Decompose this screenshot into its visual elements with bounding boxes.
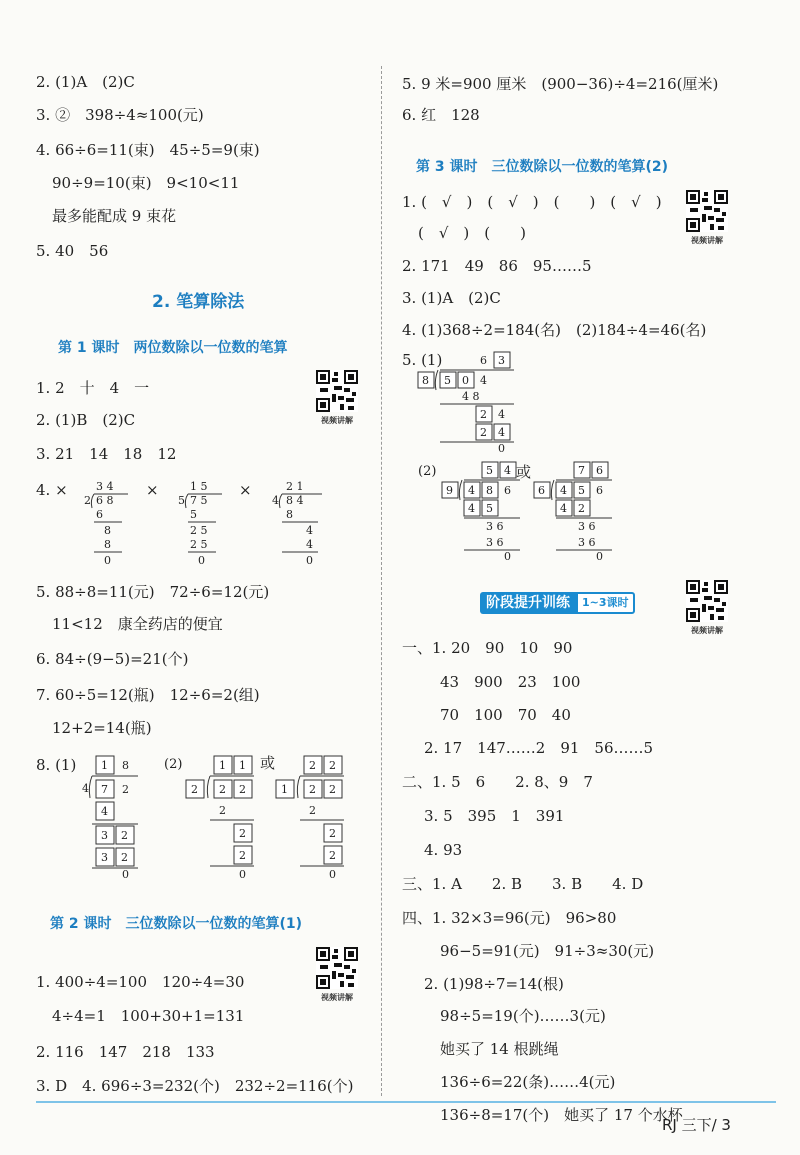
- divisor: 1: [281, 783, 288, 796]
- stage-answer-1-1: 一、1. 20 90 10 90: [402, 639, 573, 657]
- long-division-1: [82, 478, 142, 570]
- sub-label: (2): [164, 757, 183, 772]
- lesson2-answer-1: 1. 400÷4=100 120÷4=30: [36, 973, 245, 991]
- quotient-digit: 1: [219, 759, 226, 772]
- lesson1-answer-7: 7. 60÷5=12(瓶) 12÷6=2(组): [36, 686, 260, 704]
- dividend-digit: 7: [101, 783, 108, 796]
- partial-remainder: 2: [329, 827, 336, 840]
- dividend: 7 5: [190, 494, 208, 507]
- divisor: 2: [191, 783, 198, 796]
- stage-answer-4-1-line2: 96−5=91(元) 91÷3≈30(元): [440, 942, 655, 960]
- partial-product: 2: [121, 851, 128, 864]
- stage-answer-4-2-line4: 136÷6=22(条)……4(元): [440, 1073, 616, 1091]
- dividend: 8 4: [286, 494, 304, 507]
- dividend-digit: 4: [560, 484, 567, 497]
- qr-video-explanation-3[interactable]: [684, 190, 730, 246]
- quotient-digit: 8: [122, 759, 129, 772]
- cross-mark: ×: [239, 481, 252, 499]
- box-division-8-2a: [186, 756, 256, 881]
- answer-5-right: 5. 9 米=900 厘米 (900−36)÷4=216(厘米): [402, 75, 719, 93]
- partial-product: 4: [101, 805, 108, 818]
- stage-answer-1-1-line2: 43 900 23 100: [440, 673, 581, 691]
- dividend-digit: 2: [219, 783, 226, 796]
- dividend-digit: 4: [480, 374, 487, 387]
- stage-answer-4-2: 2. (1)98÷7=14(根): [424, 975, 564, 993]
- partial-product: 5: [486, 502, 493, 515]
- stage-answer-2-1: 二、1. 5 6 2. 8、9 7: [402, 773, 593, 791]
- partial-product: 4 8: [462, 390, 480, 403]
- or-label: 或: [260, 754, 276, 772]
- lesson2-answer-1-line2: 4÷4=1 100+30+1=131: [52, 1007, 245, 1025]
- stage-training-badge: [480, 592, 635, 614]
- dividend-digit: 2: [329, 783, 336, 796]
- answer-3: 3. ② 398÷4≈100(元): [36, 106, 204, 124]
- answer-4-line3: 最多能配成 9 束花: [52, 207, 177, 225]
- divisor: 9: [446, 484, 453, 497]
- quotient-digit: 1: [239, 759, 246, 772]
- stage-answer-1-1-line3: 70 100 70 40: [440, 706, 571, 724]
- partial-product: 2 5: [190, 538, 208, 551]
- partial-remainder: 8: [104, 524, 111, 537]
- partial-remainder: 3 6: [486, 520, 504, 533]
- quotient: 3 4: [96, 480, 114, 493]
- dividend-digit: 0: [462, 374, 469, 387]
- quotient-digit: 5: [486, 464, 493, 477]
- lesson1-answer-6: 6. 84÷(9−5)=21(个): [36, 650, 189, 668]
- lesson1-answer-2: 2. (1)B (2)C: [36, 411, 136, 429]
- partial-remainder: 3: [101, 829, 108, 842]
- partial-product: 3 6: [486, 536, 504, 549]
- qr-label: 视频讲解: [691, 626, 723, 635]
- partial-product: 8: [286, 508, 293, 521]
- partial-remainder: 4: [498, 408, 505, 421]
- partial-remainder: 2: [239, 827, 246, 840]
- remainder: 0: [596, 550, 603, 563]
- partial-product: 2: [480, 426, 487, 439]
- partial-product: 2: [239, 849, 246, 862]
- long-division-2: [176, 478, 236, 570]
- qr-label: 视频讲解: [321, 416, 353, 425]
- stage-answer-2-4: 4. 93: [424, 841, 463, 859]
- quotient-digit: 7: [578, 464, 585, 477]
- qr-code-icon: [686, 580, 728, 622]
- partial-product: 2: [309, 804, 316, 817]
- stage-answer-4-2-line3: 她买了 14 根跳绳: [440, 1040, 559, 1058]
- partial-remainder: 2: [121, 829, 128, 842]
- answer-4: 4. 66÷6=11(束) 45÷5=9(束): [36, 141, 260, 159]
- quotient-digit: 2: [329, 759, 336, 772]
- stage-answer-4-2-line2: 98÷5=19(个)……3(元): [440, 1007, 606, 1025]
- lesson1-answer-5: 5. 88÷8=11(元) 72÷6=12(元): [36, 583, 270, 601]
- stage-training-subtitle: 1~3课时: [576, 592, 635, 614]
- column-divider: [381, 66, 382, 1096]
- box-division-3-5-2a: [442, 462, 542, 562]
- partial-product: 4: [468, 502, 475, 515]
- quotient-digit: 4: [504, 464, 511, 477]
- divisor: 5: [178, 494, 185, 507]
- box-division-8-2b: [276, 756, 346, 881]
- dividend-digit: 2: [239, 783, 246, 796]
- partial-product: 4: [498, 426, 505, 439]
- lesson-3-title: 第 3 课时 三位数除以一位数的笔算(2): [416, 159, 669, 175]
- divisor: 2: [84, 494, 91, 507]
- answer-6-right: 6. 红 128: [402, 106, 480, 124]
- lesson3-answer-5: 5. (1): [402, 351, 443, 369]
- divisor: 4: [82, 782, 89, 795]
- box-division-8-1: [80, 756, 150, 881]
- dividend-digit: 5: [444, 374, 451, 387]
- lesson1-answer-8: 8. (1): [36, 756, 77, 774]
- qr-video-explanation-2[interactable]: [314, 947, 360, 1003]
- page-number: RJ 三下/ 3: [662, 1116, 731, 1134]
- quotient-digit: 6: [596, 464, 603, 477]
- sub-label: (2): [418, 464, 437, 479]
- partial-product: 5: [190, 508, 197, 521]
- qr-code-icon: [316, 947, 358, 989]
- quotient: 1 5: [190, 480, 208, 493]
- stage-training-title: 阶段提升训练: [480, 592, 576, 614]
- lesson1-answer-1: 1. 2 十 4 一: [36, 379, 150, 397]
- remainder: 0: [198, 554, 205, 567]
- remainder: 0: [504, 550, 511, 563]
- partial-product: 4: [306, 538, 313, 551]
- partial-product: 3 6: [578, 536, 596, 549]
- dividend-digit: 8: [486, 484, 493, 497]
- lesson-1-title: 第 1 课时 两位数除以一位数的笔算: [58, 340, 288, 356]
- quotient: 2 1: [286, 480, 304, 493]
- dividend-digit: 6: [596, 484, 603, 497]
- footer-rule: [36, 1101, 776, 1103]
- qr-video-explanation-1[interactable]: [314, 370, 360, 426]
- divisor: 4: [272, 494, 279, 507]
- qr-label: 视频讲解: [691, 236, 723, 245]
- stage-answer-3: 三、1. A 2. B 3. B 4. D: [402, 875, 644, 893]
- lesson3-answer-1: 1. ( √ ) ( √ ) ( ) ( √ ): [402, 193, 662, 211]
- stage-answer-4-1: 四、1. 32×3=96(元) 96>80: [402, 909, 617, 927]
- lesson-2-title: 第 2 课时 三位数除以一位数的笔算(1): [50, 916, 303, 932]
- partial-product: 4: [560, 502, 567, 515]
- partial-product: 3: [101, 851, 108, 864]
- divisor: 6: [538, 484, 545, 497]
- dividend-digit: 6: [504, 484, 511, 497]
- partial-product: 8: [104, 538, 111, 551]
- lesson3-answer-3: 3. (1)A (2)C: [402, 289, 501, 307]
- answer-5: 5. 40 56: [36, 242, 109, 260]
- partial-product: 6: [96, 508, 103, 521]
- lesson1-answer-5-line2: 11<12 康全药店的便宜: [52, 615, 223, 633]
- dividend-digit: 2: [309, 783, 316, 796]
- partial-remainder: 4: [306, 524, 313, 537]
- quotient-digit: 6: [480, 354, 487, 367]
- partial-remainder: 2 5: [190, 524, 208, 537]
- partial-remainder: 2: [480, 408, 487, 421]
- section-title-written-division: 2. 笔算除法: [152, 292, 245, 312]
- remainder: 0: [498, 442, 505, 455]
- stage-answer-4-2-line5: 136÷8=17(个) 她买了 17 个水杯: [440, 1106, 683, 1124]
- partial-product: 2: [578, 502, 585, 515]
- or-label: 或: [516, 463, 532, 481]
- remainder: 0: [104, 554, 111, 567]
- lesson3-answer-4: 4. (1)368÷2=184(名) (2)184÷4=46(名): [402, 321, 707, 339]
- quotient-digit: 2: [309, 759, 316, 772]
- quotient-digit: 1: [101, 759, 108, 772]
- answer-4-line2: 90÷9=10(束) 9<10<11: [52, 174, 240, 192]
- dividend-digit: 2: [122, 783, 129, 796]
- partial-remainder: 3 6: [578, 520, 596, 533]
- lesson3-answer-2: 2. 171 49 86 95……5: [402, 257, 592, 275]
- qr-video-explanation-4[interactable]: [684, 580, 730, 636]
- answer-2: 2. (1)A (2)C: [36, 73, 135, 91]
- box-division-3-5-2b: [534, 462, 634, 562]
- dividend-digit: 4: [468, 484, 475, 497]
- qr-label: 视频讲解: [321, 993, 353, 1002]
- remainder: 0: [306, 554, 313, 567]
- partial-product: 2: [219, 804, 226, 817]
- lesson2-answer-2: 2. 116 147 218 133: [36, 1043, 215, 1061]
- partial-product: 2: [329, 849, 336, 862]
- long-division-3: [270, 478, 334, 570]
- lesson1-answer-3: 3. 21 14 18 12: [36, 445, 177, 463]
- quotient-digit: 3: [498, 354, 505, 367]
- lesson1-answer-7-line2: 12+2=14(瓶): [52, 719, 152, 737]
- cross-mark: ×: [146, 481, 159, 499]
- qr-code-icon: [686, 190, 728, 232]
- stage-answer-2-3: 3. 5 395 1 391: [424, 807, 565, 825]
- remainder: 0: [239, 868, 246, 881]
- divisor: 8: [422, 374, 429, 387]
- box-division-3-5-1: [418, 352, 518, 455]
- lesson3-answer-1-line2: ( √ ) ( ): [418, 224, 526, 242]
- remainder: 0: [329, 868, 336, 881]
- remainder: 0: [122, 868, 129, 881]
- qr-code-icon: [316, 370, 358, 412]
- dividend: 6 8: [96, 494, 114, 507]
- dividend-digit: 5: [578, 484, 585, 497]
- lesson2-answer-3-4: 3. D 4. 696÷3=232(个) 232÷2=116(个): [36, 1077, 354, 1095]
- lesson1-answer-4: 4. ×: [36, 481, 68, 499]
- stage-answer-1-2: 2. 17 147……2 91 56……5: [424, 739, 654, 757]
